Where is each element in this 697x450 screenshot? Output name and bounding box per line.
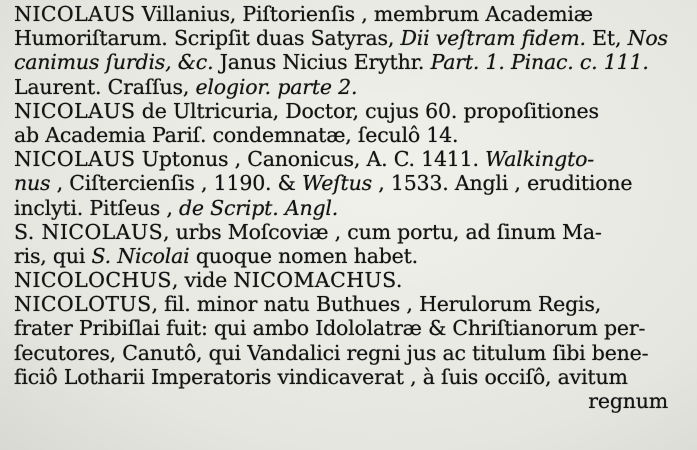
line-11-text: ris, qui [14,243,92,268]
line-8-italic-name: nus [14,171,51,196]
text-line-6 [14,123,686,147]
catchword: regnum [588,389,668,413]
line-14-text: frater Pribiſlai fuit: qui ambo Idololatræ & Chriſtianorum per- [14,316,646,341]
line-8-italic-name-b: Weſtus [302,171,372,196]
line-11-italic-name: S. Nicolai [91,243,190,268]
text-line-7 [14,147,686,171]
text-line-9 [14,196,686,220]
text-line-16 [14,365,686,389]
headword-nicolaus-villanius: NICOLAUS [14,2,136,26]
line-7-text: Uptonus , Canonicus, A. C. 1411. [135,147,486,172]
headword-nicolochus: NICOLOCHUS [14,268,172,293]
text-line-4 [14,75,686,99]
line-4-text: Laurent. Craſſus, [14,74,196,99]
text-line-10 [14,220,686,244]
catchword-line [14,389,686,413]
line-6-text: ab Academia Pariſ. condemnatæ, ſeculô 14. [14,122,459,147]
line-2-text-b: Et, [585,26,628,51]
text-line-3 [14,50,686,74]
text-line-15 [14,341,686,365]
line-3-text: Janus Nicius Erythr. [213,50,431,75]
line-10-text: , urbs Moſcoviæ , cum portu, ad ſinum Ma- [163,219,602,244]
line-4-italic-ref: elogior. parte 2. [195,74,358,99]
text-line-14 [14,316,686,340]
headword-nicolaus-ultricuria: NICOLAUS [14,98,136,123]
line-11-text-b: quoque nomen habet. [189,243,418,268]
headword-nicolotus: NICOLOTUS [14,292,152,317]
dictionary-text-column [14,2,686,413]
line-8-text: , Ciſtercienſis , 1190. & [50,171,303,196]
line-3-italic-ref: Part. 1. Pinac. c. 111. [430,50,649,75]
text-line-2 [14,26,686,50]
text-line-5 [14,99,686,123]
line-7-italic-name: Walkingto- [485,147,595,172]
text-line-8 [14,171,686,195]
text-line-1 [14,2,686,26]
line-2-italic-title-b: Nos [627,26,668,51]
line-2-italic-title: Dii veſtram fidem. [400,26,586,51]
line-12-text: , vide [171,268,234,293]
text-line-11 [14,244,686,268]
line-16-text: ficiô Lotharii Imperatoris vindicaverat , à ſuis occiſô, avitum [14,364,628,389]
headword-s-nicolaus: S. NICOLAUS [14,219,164,244]
text-line-12 [14,268,686,292]
line-9-italic-ref: de Script. Angl. [179,195,339,220]
line-13-text: , fil. minor natu Buthues , Herulorum Regis, [151,292,602,317]
cross-reference-nicomachus: NICOMACHUS. [233,268,403,293]
line-15-text: ſecutores, Canutô, qui Vandalici regni jus ac titulum ſibi bene- [14,340,649,365]
line-5-text: de Ultricuria, Doctor, cujus 60. propoſitiones [135,98,599,123]
text-line-13 [14,292,686,316]
line-2-text: Humoriſtarum. Scripſit duas Satyras, [14,26,401,51]
line-9-text: inclyti. Pitſeus , [14,195,179,220]
line-1-text: Villanius, Piſtorienſis , membrum Academiæ [135,2,593,26]
line-3-italic: canimus ſurdis, &c. [14,50,214,75]
line-8-text-b: , 1533. Angli , eruditione [371,171,633,196]
headword-nicolaus-uptonus: NICOLAUS [14,147,136,172]
